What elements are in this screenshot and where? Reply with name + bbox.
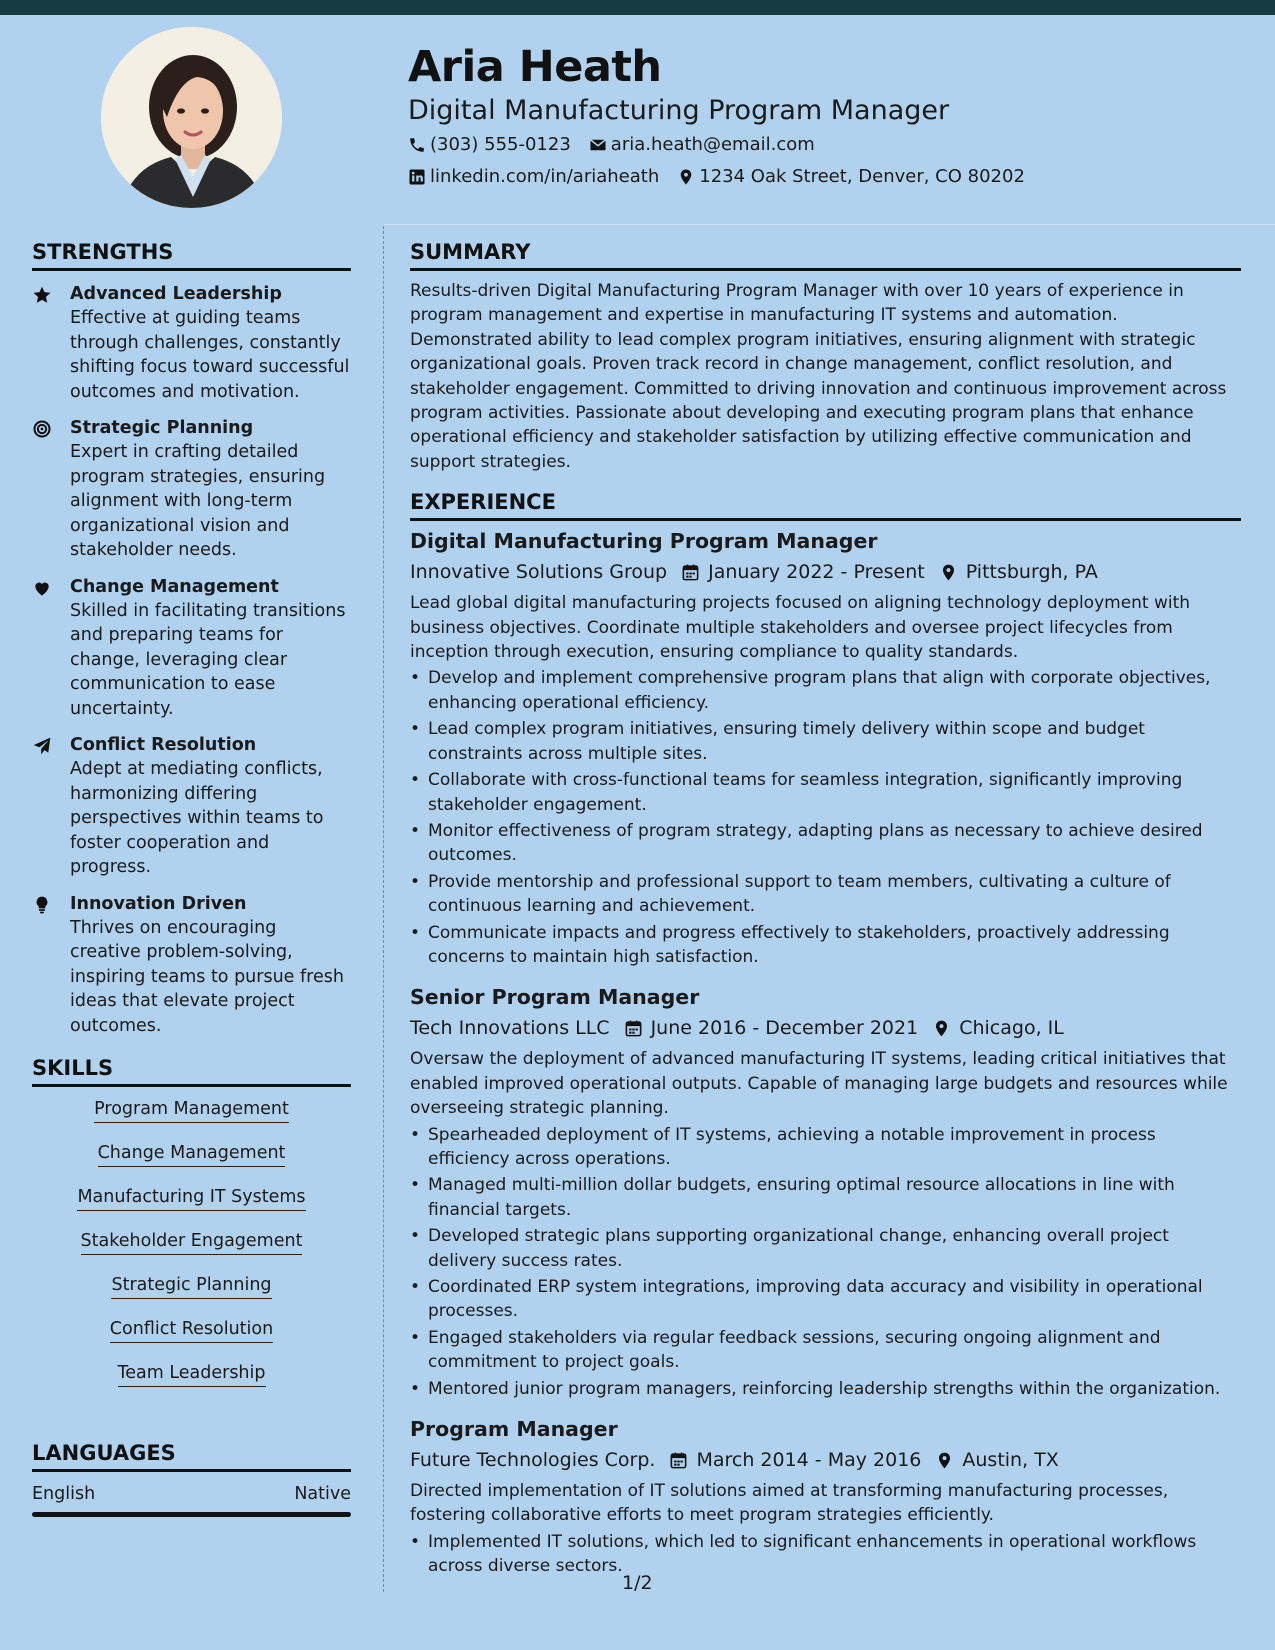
job-bullet: • Lead complex program initiatives, ensuring timely delivery within scope and budget constraints across multiple sites.: [410, 717, 1241, 766]
job-meta: [410, 561, 1241, 583]
strength-title: Advanced Leadership: [70, 284, 282, 304]
strength-item: [32, 893, 351, 1039]
page-number: 1/2: [622, 1572, 653, 1594]
column-divider: [383, 226, 384, 1592]
linkedin-text[interactable]: linkedin.com/in/ariaheath: [430, 166, 660, 187]
language-level: Native: [294, 1484, 351, 1504]
job-bullet: • Communicate impacts and progress effectively to stakeholders, proactively addressing concerns to maintain high satisfaction.: [410, 921, 1241, 970]
map-pin-icon: [677, 168, 695, 186]
job-bullet: • Collaborate with cross-functional teams for seamless integration, significantly improving stakeholder engagement.: [410, 768, 1241, 817]
job-description: Directed implementation of IT solutions aimed at transforming manufacturing processes, fostering collaborative efforts to meet program strategies efficiently.: [410, 1481, 1169, 1526]
job-entry: [410, 985, 1241, 1401]
job-entry: [410, 529, 1241, 969]
job-bullet: • Coordinated ERP system integrations, improving data accuracy and visibility in operational processes.: [410, 1275, 1241, 1324]
map-pin-icon: [932, 1019, 951, 1038]
job-description: Oversaw the deployment of advanced manufacturing IT systems, leading critical initiatives that enabled improved operational outputs. Capable of managing large budgets and resources while overseeing strategic planning.: [410, 1049, 1228, 1119]
job-bullet: • Engaged stakeholders via regular feedback sessions, securing ongoing alignment and commitment to project goals.: [410, 1326, 1241, 1375]
strength-item: [32, 734, 351, 880]
job-company: Future Technologies Corp.: [410, 1449, 656, 1472]
job-entry: [410, 1417, 1241, 1579]
star-icon: [32, 285, 52, 305]
summary-heading: SUMMARY: [410, 240, 1241, 271]
job-title: Senior Program Manager: [410, 985, 700, 1010]
job-location: Austin, TX: [962, 1449, 1059, 1472]
strengths-heading: STRENGTHS: [32, 240, 351, 271]
job-bullets: [410, 666, 1241, 969]
skills-heading: SKILLS: [32, 1056, 351, 1087]
contact-row-1: [408, 134, 833, 155]
linkedin-contact[interactable]: [408, 166, 659, 187]
header-separator: [384, 224, 1275, 225]
target-icon: [32, 419, 52, 439]
map-pin-icon: [939, 563, 958, 582]
strength-item: [32, 417, 351, 563]
envelope-icon: [589, 136, 607, 154]
phone-icon: [408, 136, 426, 154]
strength-desc: Skilled in facilitating transitions and preparing teams for change, leveraging clear communication to ease uncertainty.: [70, 600, 346, 719]
skill-tag: Manufacturing IT Systems: [77, 1187, 305, 1211]
skill-tag: Change Management: [98, 1143, 286, 1167]
skill-list: [32, 1099, 351, 1407]
candidate-title: Digital Manufacturing Program Manager: [408, 95, 950, 126]
strength-desc: Adept at mediating conflicts, harmonizing differing perspectives within teams to foster cooperation and progress.: [70, 759, 324, 877]
job-bullet: • Managed multi-million dollar budgets, ensuring optimal resource allocations in line with financial targets.: [410, 1173, 1241, 1222]
right-column: [410, 240, 1241, 1595]
job-dates: January 2022 - Present: [708, 561, 925, 584]
skill-tag: Conflict Resolution: [110, 1319, 273, 1343]
address-text: 1234 Oak Street, Denver, CO 80202: [699, 166, 1025, 187]
languages-heading: LANGUAGES: [32, 1441, 351, 1472]
strength-title: Change Management: [70, 576, 279, 597]
job-bullets: [410, 1123, 1241, 1401]
candidate-name: Aria Heath: [408, 42, 662, 92]
skill-tag: Strategic Planning: [111, 1275, 271, 1299]
skill-tag: Program Management: [94, 1099, 289, 1123]
contact-row-2: [408, 166, 1043, 187]
calendar-icon: [681, 563, 700, 582]
job-title: Program Manager: [410, 1417, 618, 1442]
strength-desc: Effective at guiding teams through challenges, constantly shifting focus toward successful outcomes and motivation.: [70, 308, 350, 402]
job-title: Digital Manufacturing Program Manager: [410, 529, 878, 554]
language-name: English: [32, 1484, 96, 1504]
job-bullet: • Implemented IT solutions, which led to significant enhancements in operational workflows across diverse sectors.: [410, 1530, 1241, 1579]
job-bullet: • Develop and implement comprehensive program plans that align with corporate objectives, enhancing operational efficiency.: [410, 666, 1241, 715]
address-contact: [677, 166, 1025, 187]
job-bullets: [410, 1530, 1241, 1579]
experience-heading: EXPERIENCE: [410, 490, 1241, 521]
job-bullet: • Mentored junior program managers, reinforcing leadership strengths within the organization.: [410, 1377, 1241, 1401]
job-meta: [410, 1017, 1241, 1039]
skill-tag: Team Leadership: [118, 1363, 266, 1387]
phone-text: (303) 555-0123: [430, 134, 571, 155]
strength-desc: Thrives on encouraging creative problem-solving, inspiring teams to pursue fresh ideas that elevate project outcomes.: [70, 917, 344, 1036]
strength-item: [32, 576, 351, 722]
paper-plane-icon: [32, 736, 52, 756]
map-pin-icon: [935, 1451, 954, 1470]
job-dates: March 2014 - May 2016: [696, 1449, 922, 1472]
summary-text: Results-driven Digital Manufacturing Program Manager with over 10 years of experience in program management and expertise in manufacturing IT systems and automation. Demonstrated ability to lead complex program initiatives, ensuring alignment with strategic organizational goals. Proven track record in change management, conflict resolution, and stakeholder engagement. Committed to driving innovation and continuous improvement across program activities. Passionate about developing and executing program plans that enhance operational efficiency and stakeholder satisfaction by utilizing effective communication and support strategies.: [410, 281, 1227, 472]
skill-tag: Stakeholder Engagement: [81, 1231, 303, 1255]
job-company: Tech Innovations LLC: [410, 1017, 610, 1040]
strength-item: [32, 283, 351, 404]
job-meta: [410, 1449, 1241, 1471]
strength-title: Conflict Resolution: [70, 735, 257, 755]
job-dates: June 2016 - December 2021: [650, 1017, 919, 1040]
job-location: Chicago, IL: [959, 1017, 1064, 1040]
job-company: Innovative Solutions Group: [410, 561, 668, 584]
lightbulb-icon: [32, 895, 52, 915]
strength-title: Innovation Driven: [70, 893, 247, 914]
email-text[interactable]: aria.heath@email.com: [610, 134, 815, 155]
job-bullet: • Developed strategic plans supporting organizational change, enhancing overall project delivery success rates.: [410, 1224, 1241, 1273]
language-proficiency-bar: [32, 1512, 351, 1517]
top-accent-bar: [0, 0, 1275, 15]
job-bullet: • Monitor effectiveness of program strategy, adapting plans as necessary to achieve desired outcomes.: [410, 819, 1241, 868]
email-contact[interactable]: [589, 134, 815, 155]
language-row: [32, 1484, 351, 1504]
job-bullet: • Provide mentorship and professional support to team members, cultivating a culture of continuous learning and achievement.: [410, 870, 1241, 919]
job-description: Lead global digital manufacturing projects focused on aligning technology deployment with business objectives. Coordinate multiple stakeholders and oversee project lifecycles from inception through execution, ensuring compliance to quality standards.: [410, 593, 1191, 663]
phone-contact: [408, 134, 571, 155]
job-location: Pittsburgh, PA: [965, 561, 1098, 584]
job-bullet: • Spearheaded deployment of IT systems, achieving a notable improvement in process efficiency across operations.: [410, 1123, 1241, 1172]
linkedin-icon: [408, 168, 426, 186]
calendar-icon: [624, 1019, 643, 1038]
heart-icon: [32, 578, 52, 598]
strength-desc: Expert in crafting detailed program strategies, ensuring alignment with long-term organizational vision and stakeholder needs.: [70, 442, 326, 560]
calendar-icon: [669, 1451, 688, 1470]
left-column: [32, 240, 351, 1517]
profile-photo: [101, 27, 282, 208]
strength-title: Strategic Planning: [70, 418, 254, 438]
